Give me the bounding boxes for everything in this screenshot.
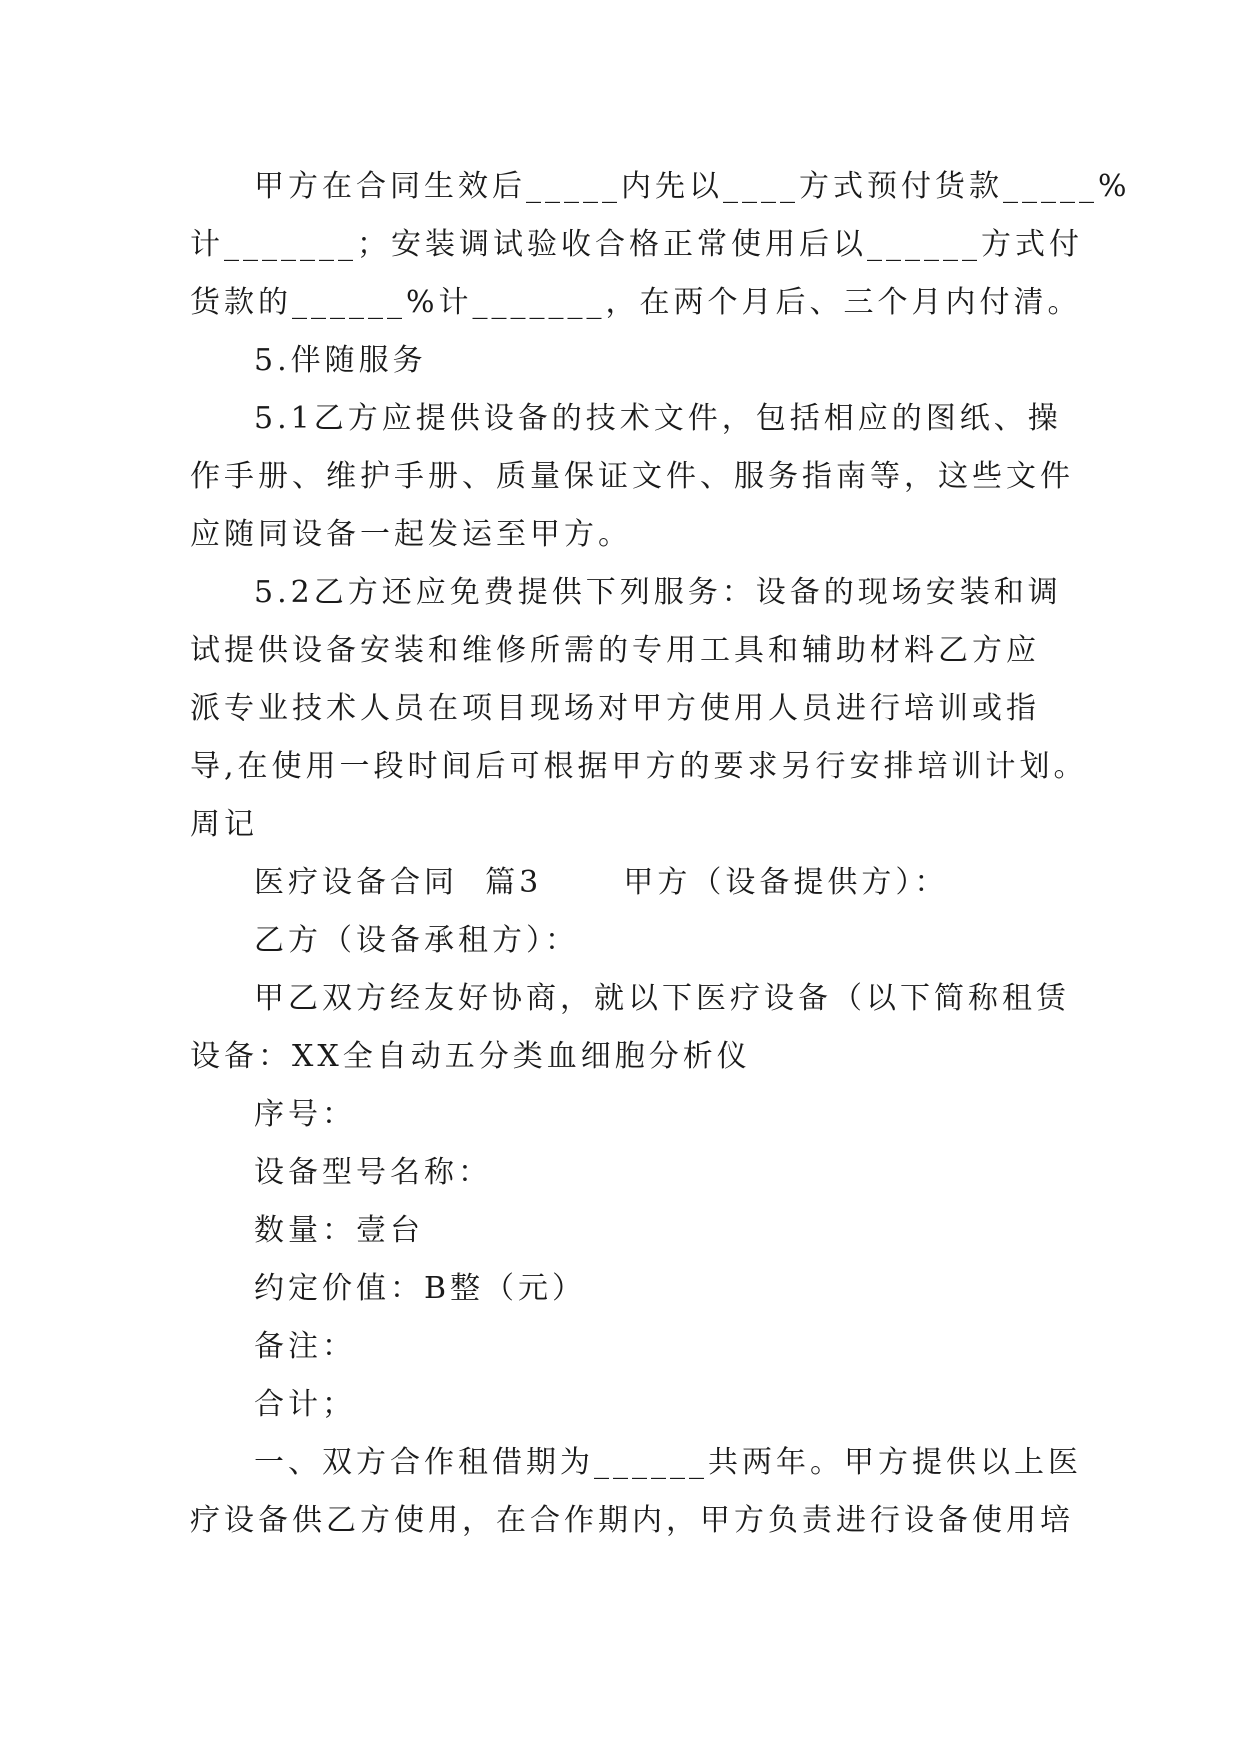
section-heading: 5.伴随服务 <box>254 343 427 378</box>
field-line: 约定价值：B整（元） <box>254 1271 587 1306</box>
field-line: 数量：壹台 <box>254 1213 424 1248</box>
field-line: 设备型号名称： <box>254 1155 492 1190</box>
field-line: 合计； <box>254 1387 356 1422</box>
text-line: 5.2乙方还应免费提供下列服务：设备的现场安装和调 <box>254 575 1062 610</box>
document-body <box>190 158 1131 1550</box>
text-line: 甲方在合同生效后_____内先以____方式预付货款_____% <box>254 169 1131 204</box>
text-line: 计_______；安装调试验收合格正常使用后以______方式付 <box>190 227 1083 262</box>
text-line: 应随同设备一起发运至甲方。 <box>190 517 632 552</box>
text-line: 派专业技术人员在项目现场对甲方使用人员进行培训或指 <box>190 691 1040 726</box>
contract-heading: 医疗设备合同 篇3 甲方（设备提供方）： <box>254 865 949 900</box>
text-line: 导,在使用一段时间后可根据甲方的要求另行安排培训计划。 <box>190 749 1088 784</box>
field-line: 备注： <box>254 1329 356 1364</box>
text-line: 作手册、维护手册、质量保证文件、服务指南等，这些文件 <box>190 459 1074 494</box>
text-line: 一、双方合作租借期为______共两年。甲方提供以上医 <box>254 1445 1082 1480</box>
text-line: 试提供设备安装和维修所需的专用工具和辅助材料乙方应 <box>190 633 1040 668</box>
text-line: 乙方（设备承租方）： <box>254 923 579 958</box>
text-line: 5.1乙方应提供设备的技术文件，包括相应的图纸、操 <box>254 401 1062 436</box>
field-line: 序号： <box>254 1097 356 1132</box>
text-line: 货款的______%计_______，在两个月后、三个月内付清。 <box>190 285 1082 320</box>
text-line: 设备：XX全自动五分类血细胞分析仪 <box>190 1039 751 1074</box>
text-line: 疗设备供乙方使用，在合作期内，甲方负责进行设备使用培 <box>190 1503 1074 1538</box>
text-line: 甲乙双方经友好协商，就以下医疗设备（以下简称租赁 <box>254 981 1070 1016</box>
text-line: 周记 <box>190 807 258 842</box>
